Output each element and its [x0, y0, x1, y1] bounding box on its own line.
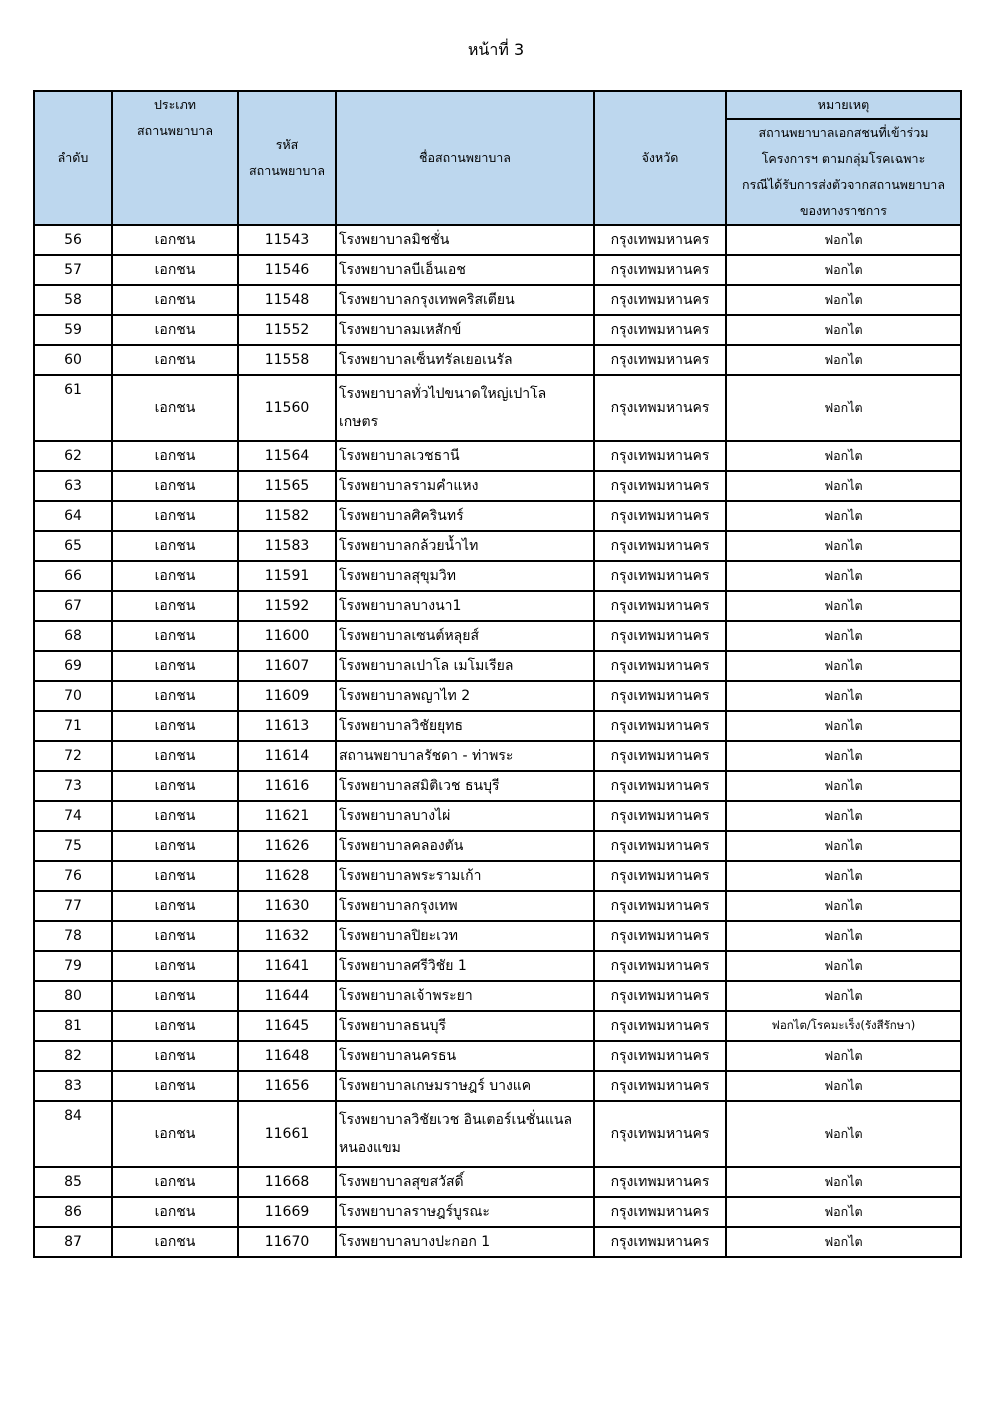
cell-code: 11609 [238, 681, 336, 711]
cell-order: 76 [34, 861, 112, 891]
cell-province: กรุงเทพมหานคร [594, 681, 726, 711]
cell-name [336, 801, 594, 831]
cell-order: 65 [34, 531, 112, 561]
cell-note: ฟอกไต [726, 1041, 961, 1071]
cell-note: ฟอกไต [726, 621, 961, 651]
cell-order: 67 [34, 591, 112, 621]
cell-province: กรุงเทพมหานคร [594, 1101, 726, 1167]
cell-province: กรุงเทพมหานคร [594, 891, 726, 921]
header-code [238, 91, 336, 225]
cell-name [336, 951, 594, 981]
cell-name [336, 861, 594, 891]
cell-type: เอกชน [112, 375, 238, 441]
cell-code: 11645 [238, 1011, 336, 1041]
hospital-name-line1: โรงพยาบาลสุขสวัสดิ์ [339, 1174, 464, 1190]
cell-name [336, 741, 594, 771]
hospital-name-line1: โรงพยาบาลพญาไท 2 [339, 688, 471, 704]
cell-name [336, 225, 594, 255]
hospital-name-line1: โรงพยาบาลศิครินทร์ [339, 508, 464, 524]
table-row [34, 561, 961, 591]
cell-note: ฟอกไต [726, 375, 961, 441]
table-row [34, 651, 961, 681]
cell-type: เอกชน [112, 621, 238, 651]
cell-type: เอกชน [112, 1197, 238, 1227]
table-row [34, 951, 961, 981]
cell-type: เอกชน [112, 771, 238, 801]
table-row [34, 831, 961, 861]
cell-province: กรุงเทพมหานคร [594, 591, 726, 621]
hospital-name-line1: โรงพยาบาลทั่วไปขนาดใหญ่เปาโล [339, 386, 547, 402]
cell-name [336, 681, 594, 711]
table-row [34, 255, 961, 285]
cell-name [336, 285, 594, 315]
cell-code: 11546 [238, 255, 336, 285]
cell-name [336, 891, 594, 921]
cell-province: กรุงเทพมหานคร [594, 951, 726, 981]
cell-type: เอกชน [112, 315, 238, 345]
cell-code: 11558 [238, 345, 336, 375]
cell-name [336, 255, 594, 285]
hospital-name-line1: โรงพยาบาลเปาโล เมโมเรียล [339, 658, 514, 674]
table-row [34, 591, 961, 621]
table-row [34, 375, 961, 441]
cell-province: กรุงเทพมหานคร [594, 225, 726, 255]
cell-code: 11607 [238, 651, 336, 681]
header-remark: หมายเหตุ [726, 91, 961, 119]
cell-code: 11644 [238, 981, 336, 1011]
hospital-name-line1: โรงพยาบาลปิยะเวท [339, 928, 458, 944]
table-row [34, 801, 961, 831]
hospital-name-line1: สถานพยาบาลรัชดา - ท่าพระ [339, 748, 514, 764]
table-row [34, 315, 961, 345]
cell-type: เอกชน [112, 711, 238, 741]
hospital-name-line1: โรงพยาบาลบางไผ่ [339, 808, 451, 824]
cell-type: เอกชน [112, 951, 238, 981]
cell-order: 77 [34, 891, 112, 921]
cell-order: 56 [34, 225, 112, 255]
hospital-name-line1: โรงพยาบาลวิชัยเวช อินเตอร์เนชั่นแนล [339, 1112, 573, 1128]
cell-note: ฟอกไต [726, 441, 961, 471]
table-row [34, 861, 961, 891]
cell-note: ฟอกไต [726, 1071, 961, 1101]
header-remark-line3: กรณีได้รับการส่งตัวจากสถานพยาบาล [742, 177, 945, 192]
table-row [34, 711, 961, 741]
cell-province: กรุงเทพมหานคร [594, 1197, 726, 1227]
hospital-name-line1: โรงพยาบาลนครธน [339, 1048, 457, 1064]
hospital-name-line1: โรงพยาบาลบางนา1 [339, 598, 462, 614]
hospital-name-line1: โรงพยาบาลรามคำแหง [339, 478, 479, 494]
cell-name [336, 375, 594, 441]
header-remark-line1: สถานพยาบาลเอกสชนที่เข้าร่วม [758, 125, 929, 140]
cell-name [336, 501, 594, 531]
cell-note: ฟอกไต [726, 771, 961, 801]
hospital-name-line2: เกษตร [339, 414, 379, 430]
cell-note: ฟอกไต [726, 285, 961, 315]
cell-province: กรุงเทพมหานคร [594, 1071, 726, 1101]
cell-code: 11552 [238, 315, 336, 345]
cell-note: ฟอกไต [726, 471, 961, 501]
hospital-name-line1: โรงพยาบาลบีเอ็นเอช [339, 262, 466, 278]
cell-note: ฟอกไต [726, 531, 961, 561]
cell-name [336, 591, 594, 621]
hospital-name-line1: โรงพยาบาลธนบุรี [339, 1018, 447, 1034]
cell-type: เอกชน [112, 1041, 238, 1071]
table-row [34, 1011, 961, 1041]
cell-province: กรุงเทพมหานคร [594, 285, 726, 315]
cell-order: 84 [34, 1101, 112, 1167]
hospital-name-line1: โรงพยาบาลศรีวิชัย 1 [339, 958, 467, 974]
hospital-name-line1: โรงพยาบาลเซนต์หลุยส์ [339, 628, 479, 644]
hospital-name-line1: โรงพยาบาลมเหสักข์ [339, 322, 462, 338]
cell-type: เอกชน [112, 1167, 238, 1197]
cell-note: ฟอกไต [726, 561, 961, 591]
cell-type: เอกชน [112, 1101, 238, 1167]
cell-order: 73 [34, 771, 112, 801]
cell-name [336, 1197, 594, 1227]
cell-name [336, 1011, 594, 1041]
cell-type: เอกชน [112, 921, 238, 951]
hospital-name-line1: โรงพยาบาลราษฎร์บูรณะ [339, 1204, 490, 1220]
cell-name [336, 315, 594, 345]
cell-note: ฟอกไต [726, 831, 961, 861]
cell-province: กรุงเทพมหานคร [594, 315, 726, 345]
cell-code: 11628 [238, 861, 336, 891]
cell-note: ฟอกไต/โรคมะเร็ง(รังสีรักษา) [726, 1011, 961, 1041]
cell-note: ฟอกไต [726, 891, 961, 921]
cell-order: 79 [34, 951, 112, 981]
table-row [34, 471, 961, 501]
cell-order: 78 [34, 921, 112, 951]
cell-type: เอกชน [112, 225, 238, 255]
table-row [34, 501, 961, 531]
table-row [34, 345, 961, 375]
cell-type: เอกชน [112, 741, 238, 771]
table-row [34, 225, 961, 255]
cell-code: 11656 [238, 1071, 336, 1101]
page-number: หน้าที่ 3 [467, 40, 525, 59]
cell-type: เอกชน [112, 285, 238, 315]
hospital-name-line1: โรงพยาบาลกล้วยน้ำไท [339, 538, 479, 554]
cell-order: 69 [34, 651, 112, 681]
cell-code: 11621 [238, 801, 336, 831]
cell-type: เอกชน [112, 345, 238, 375]
cell-order: 83 [34, 1071, 112, 1101]
table-row [34, 681, 961, 711]
header-type [112, 91, 238, 225]
cell-note: ฟอกไต [726, 1101, 961, 1167]
cell-province: กรุงเทพมหานคร [594, 741, 726, 771]
cell-order: 74 [34, 801, 112, 831]
cell-name [336, 1101, 594, 1167]
cell-name [336, 1071, 594, 1101]
hospital-name-line2: หนองแขม [339, 1140, 401, 1156]
cell-note: ฟอกไต [726, 861, 961, 891]
table-row [34, 1227, 961, 1257]
table-row [34, 1197, 961, 1227]
cell-province: กรุงเทพมหานคร [594, 1227, 726, 1257]
cell-province: กรุงเทพมหานคร [594, 345, 726, 375]
table-row [34, 771, 961, 801]
cell-code: 11661 [238, 1101, 336, 1167]
cell-order: 72 [34, 741, 112, 771]
cell-type: เอกชน [112, 471, 238, 501]
table-row [34, 441, 961, 471]
cell-note: ฟอกไต [726, 951, 961, 981]
cell-code: 11626 [238, 831, 336, 861]
header-province: จังหวัด [594, 91, 726, 225]
cell-name [336, 471, 594, 501]
table-row [34, 285, 961, 315]
table-row [34, 921, 961, 951]
cell-code: 11564 [238, 441, 336, 471]
cell-code: 11669 [238, 1197, 336, 1227]
cell-name [336, 651, 594, 681]
header-type-line2: สถานพยาบาล [137, 123, 213, 138]
hospital-name-line1: โรงพยาบาลคลองตัน [339, 838, 464, 854]
cell-province: กรุงเทพมหานคร [594, 711, 726, 741]
cell-order: 57 [34, 255, 112, 285]
header-name: ชื่อสถานพยาบาล [336, 91, 594, 225]
cell-province: กรุงเทพมหานคร [594, 255, 726, 285]
cell-order: 70 [34, 681, 112, 711]
cell-province: กรุงเทพมหานคร [594, 561, 726, 591]
cell-type: เอกชน [112, 501, 238, 531]
cell-note: ฟอกไต [726, 681, 961, 711]
header-remark-line2: โครงการฯ ตามกลุ่มโรคเฉพาะ [761, 151, 926, 166]
header-type-line1: ประเภท [153, 97, 197, 112]
cell-code: 11582 [238, 501, 336, 531]
table-row [34, 621, 961, 651]
cell-name [336, 441, 594, 471]
cell-name [336, 771, 594, 801]
hospital-name-line1: โรงพยาบาลกรุงเทพ [339, 898, 458, 914]
cell-type: เอกชน [112, 441, 238, 471]
cell-name [336, 345, 594, 375]
hospital-name-line1: โรงพยาบาลสมิติเวช ธนบุรี [339, 778, 500, 794]
table-row [34, 531, 961, 561]
cell-code: 11668 [238, 1167, 336, 1197]
cell-name [336, 1041, 594, 1071]
table-row [34, 1071, 961, 1101]
cell-note: ฟอกไต [726, 255, 961, 285]
cell-province: กรุงเทพมหานคร [594, 1011, 726, 1041]
cell-code: 11543 [238, 225, 336, 255]
cell-note: ฟอกไต [726, 1227, 961, 1257]
cell-type: เอกชน [112, 861, 238, 891]
table-row [34, 1101, 961, 1167]
cell-note: ฟอกไต [726, 981, 961, 1011]
cell-note: ฟอกไต [726, 315, 961, 345]
table-row [34, 981, 961, 1011]
cell-code: 11592 [238, 591, 336, 621]
cell-code: 11613 [238, 711, 336, 741]
cell-note: ฟอกไต [726, 591, 961, 621]
cell-type: เอกชน [112, 1071, 238, 1101]
cell-province: กรุงเทพมหานคร [594, 861, 726, 891]
cell-order: 64 [34, 501, 112, 531]
cell-code: 11632 [238, 921, 336, 951]
cell-code: 11548 [238, 285, 336, 315]
cell-order: 86 [34, 1197, 112, 1227]
cell-order: 58 [34, 285, 112, 315]
cell-type: เอกชน [112, 891, 238, 921]
cell-province: กรุงเทพมหานคร [594, 471, 726, 501]
cell-type: เอกชน [112, 681, 238, 711]
cell-order: 75 [34, 831, 112, 861]
header-code-line2: สถานพยาบาล [249, 163, 325, 178]
cell-order: 61 [34, 375, 112, 441]
cell-order: 82 [34, 1041, 112, 1071]
cell-code: 11641 [238, 951, 336, 981]
cell-type: เอกชน [112, 591, 238, 621]
cell-code: 11600 [238, 621, 336, 651]
cell-code: 11565 [238, 471, 336, 501]
cell-order: 62 [34, 441, 112, 471]
cell-note: ฟอกไต [726, 651, 961, 681]
cell-type: เอกชน [112, 801, 238, 831]
cell-order: 66 [34, 561, 112, 591]
cell-note: ฟอกไต [726, 1197, 961, 1227]
table-row [34, 891, 961, 921]
cell-name [336, 1227, 594, 1257]
hospital-name-line1: โรงพยาบาลบางปะกอก 1 [339, 1234, 491, 1250]
cell-province: กรุงเทพมหานคร [594, 441, 726, 471]
hospital-name-line1: โรงพยาบาลมิชชั่น [339, 232, 450, 248]
cell-type: เอกชน [112, 1011, 238, 1041]
cell-province: กรุงเทพมหานคร [594, 621, 726, 651]
cell-province: กรุงเทพมหานคร [594, 1167, 726, 1197]
cell-code: 11614 [238, 741, 336, 771]
cell-order: 60 [34, 345, 112, 375]
cell-type: เอกชน [112, 531, 238, 561]
header-remark-detail [726, 119, 961, 225]
cell-order: 81 [34, 1011, 112, 1041]
cell-order: 68 [34, 621, 112, 651]
cell-code: 11616 [238, 771, 336, 801]
cell-name [336, 831, 594, 861]
hospital-name-line1: โรงพยาบาลเวชธานี [339, 448, 460, 464]
cell-province: กรุงเทพมหานคร [594, 501, 726, 531]
cell-order: 63 [34, 471, 112, 501]
cell-name [336, 711, 594, 741]
cell-type: เอกชน [112, 561, 238, 591]
cell-note: ฟอกไต [726, 921, 961, 951]
cell-province: กรุงเทพมหานคร [594, 375, 726, 441]
cell-name [336, 921, 594, 951]
cell-note: ฟอกไต [726, 741, 961, 771]
header-remark-line4: ของทางราชการ [799, 203, 888, 218]
cell-code: 11648 [238, 1041, 336, 1071]
cell-note: ฟอกไต [726, 225, 961, 255]
cell-type: เอกชน [112, 831, 238, 861]
cell-order: 87 [34, 1227, 112, 1257]
cell-code: 11591 [238, 561, 336, 591]
cell-order: 85 [34, 1167, 112, 1197]
table-row [34, 741, 961, 771]
cell-order: 71 [34, 711, 112, 741]
cell-note: ฟอกไต [726, 801, 961, 831]
cell-order: 59 [34, 315, 112, 345]
cell-province: กรุงเทพมหานคร [594, 531, 726, 561]
header-code-line1: รหัส [275, 137, 299, 152]
hospital-name-line1: โรงพยาบาลเซ็นทรัลเยอเนรัล [339, 352, 513, 368]
cell-province: กรุงเทพมหานคร [594, 981, 726, 1011]
cell-name [336, 561, 594, 591]
cell-province: กรุงเทพมหานคร [594, 921, 726, 951]
cell-code: 11560 [238, 375, 336, 441]
table-row [34, 1041, 961, 1071]
table-body [34, 225, 961, 1257]
cell-province: กรุงเทพมหานคร [594, 771, 726, 801]
cell-name [336, 981, 594, 1011]
hospital-name-line1: โรงพยาบาลกรุงเทพคริสเตียน [339, 292, 515, 308]
cell-name [336, 531, 594, 561]
cell-note: ฟอกไต [726, 711, 961, 741]
cell-name [336, 621, 594, 651]
cell-name [336, 1167, 594, 1197]
cell-type: เอกชน [112, 255, 238, 285]
cell-type: เอกชน [112, 1227, 238, 1257]
hospital-name-line1: โรงพยาบาลเจ้าพระยา [339, 988, 473, 1004]
cell-order: 80 [34, 981, 112, 1011]
table-header [34, 91, 961, 225]
cell-note: ฟอกไต [726, 501, 961, 531]
cell-note: ฟอกไต [726, 345, 961, 375]
hospital-name-line1: โรงพยาบาลสุขุมวิท [339, 568, 456, 584]
hospital-table [33, 90, 962, 1258]
hospital-name-line1: โรงพยาบาลเกษมราษฎร์ บางแค [339, 1078, 532, 1094]
cell-province: กรุงเทพมหานคร [594, 1041, 726, 1071]
cell-note: ฟอกไต [726, 1167, 961, 1197]
cell-type: เอกชน [112, 981, 238, 1011]
header-order: ลำดับ [34, 91, 112, 225]
cell-code: 11583 [238, 531, 336, 561]
cell-type: เอกชน [112, 651, 238, 681]
hospital-name-line1: โรงพยาบาลพระรามเก้า [339, 868, 482, 884]
hospital-name-line1: โรงพยาบาลวิชัยยุทธ [339, 718, 464, 734]
cell-province: กรุงเทพมหานคร [594, 801, 726, 831]
cell-province: กรุงเทพมหานคร [594, 831, 726, 861]
table-row [34, 1167, 961, 1197]
cell-code: 11630 [238, 891, 336, 921]
cell-province: กรุงเทพมหานคร [594, 651, 726, 681]
cell-code: 11670 [238, 1227, 336, 1257]
